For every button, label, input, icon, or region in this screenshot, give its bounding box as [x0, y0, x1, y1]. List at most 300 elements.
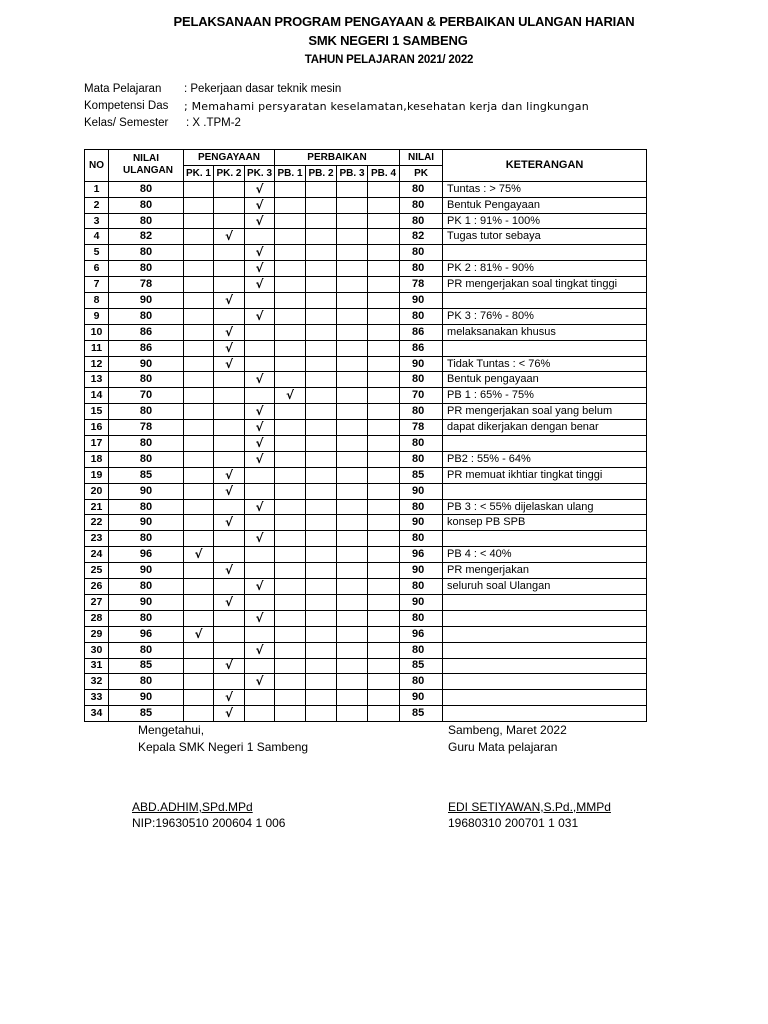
check-mark-icon: √ [214, 690, 245, 706]
row-pb1-cell [275, 261, 306, 277]
row-pb3-cell [337, 499, 368, 515]
check-mark-icon: √ [245, 420, 275, 436]
row-pb2-cell [306, 229, 337, 245]
row-pb1-cell [275, 467, 306, 483]
check-mark-icon: √ [245, 197, 275, 213]
row-nilai-ulangan: 80 [109, 261, 184, 277]
row-pk1-cell [184, 213, 214, 229]
table-row [85, 706, 647, 722]
row-number: 9 [85, 308, 109, 324]
row-number: 7 [85, 277, 109, 293]
row-pk1-cell [184, 229, 214, 245]
row-pb3-cell [337, 515, 368, 531]
row-pb3-cell [337, 356, 368, 372]
row-number: 8 [85, 293, 109, 309]
row-nilai-ulangan: 80 [109, 610, 184, 626]
row-nilai-pk: 85 [400, 467, 443, 483]
check-mark-icon: √ [245, 372, 275, 388]
row-keterangan: Tugas tutor sebaya [443, 229, 647, 245]
check-mark-icon: √ [245, 308, 275, 324]
row-pb1-cell [275, 213, 306, 229]
row-pb1-cell [275, 229, 306, 245]
row-pb4-cell [368, 594, 400, 610]
row-nilai-pk: 80 [400, 245, 443, 261]
table-row [85, 324, 647, 340]
row-pk2-cell [214, 404, 245, 420]
row-keterangan: dapat dikerjakan dengan benar [443, 420, 647, 436]
row-pb1-cell [275, 563, 306, 579]
row-number: 26 [85, 579, 109, 595]
row-number: 25 [85, 563, 109, 579]
row-keterangan [443, 610, 647, 626]
header-pb3: PB. 3 [337, 165, 368, 181]
row-nilai-pk: 80 [400, 181, 443, 197]
row-number: 14 [85, 388, 109, 404]
row-keterangan: PK 1 : 91% - 100% [443, 213, 647, 229]
row-pb3-cell [337, 420, 368, 436]
place-date: Sambeng, Maret 2022 [448, 723, 567, 737]
row-nilai-ulangan: 80 [109, 308, 184, 324]
row-pk2-cell [214, 626, 245, 642]
row-number: 3 [85, 213, 109, 229]
row-pb3-cell [337, 277, 368, 293]
row-keterangan: Tuntas : > 75% [443, 181, 647, 197]
row-number: 10 [85, 324, 109, 340]
check-mark-icon: √ [245, 642, 275, 658]
row-pk1-cell [184, 658, 214, 674]
row-pk3-cell [245, 467, 275, 483]
row-pk1-cell [184, 467, 214, 483]
row-nilai-ulangan: 80 [109, 674, 184, 690]
row-pk3-cell [245, 293, 275, 309]
check-mark-icon: √ [214, 658, 245, 674]
row-pb3-cell [337, 563, 368, 579]
check-mark-icon: √ [245, 451, 275, 467]
header-pengayaan: PENGAYAAN [184, 150, 275, 166]
row-pb1-cell [275, 293, 306, 309]
table-row [85, 610, 647, 626]
row-nilai-pk: 85 [400, 706, 443, 722]
remedial-table [84, 149, 647, 722]
row-pb1-cell [275, 277, 306, 293]
row-nilai-ulangan: 85 [109, 706, 184, 722]
check-mark-icon: √ [245, 245, 275, 261]
check-mark-icon: √ [214, 563, 245, 579]
row-pb3-cell [337, 324, 368, 340]
row-keterangan [443, 483, 647, 499]
row-pb2-cell [306, 372, 337, 388]
row-pb4-cell [368, 642, 400, 658]
row-nilai-ulangan: 80 [109, 642, 184, 658]
row-pb4-cell [368, 563, 400, 579]
check-mark-icon: √ [214, 340, 245, 356]
row-nilai-ulangan: 90 [109, 594, 184, 610]
row-number: 21 [85, 499, 109, 515]
row-pk3-cell [245, 626, 275, 642]
table-row [85, 451, 647, 467]
row-nilai-ulangan: 90 [109, 563, 184, 579]
row-nilai-pk: 78 [400, 420, 443, 436]
row-pb2-cell [306, 674, 337, 690]
row-nilai-ulangan: 80 [109, 404, 184, 420]
row-keterangan [443, 293, 647, 309]
row-pb1-cell [275, 324, 306, 340]
row-pb2-cell [306, 181, 337, 197]
table-row [85, 563, 647, 579]
row-number: 31 [85, 658, 109, 674]
row-keterangan: konsep PB SPB [443, 515, 647, 531]
row-pk3-cell [245, 340, 275, 356]
row-pb1-cell [275, 245, 306, 261]
row-pb2-cell [306, 483, 337, 499]
row-pb3-cell [337, 436, 368, 452]
row-pb3-cell [337, 308, 368, 324]
row-number: 34 [85, 706, 109, 722]
row-nilai-pk: 80 [400, 499, 443, 515]
row-nilai-pk: 80 [400, 372, 443, 388]
row-nilai-pk: 96 [400, 547, 443, 563]
row-nilai-ulangan: 90 [109, 690, 184, 706]
row-pb3-cell [337, 547, 368, 563]
row-nilai-ulangan: 90 [109, 293, 184, 309]
row-pb3-cell [337, 594, 368, 610]
row-pb2-cell [306, 658, 337, 674]
row-keterangan: PB 4 : < 40% [443, 547, 647, 563]
row-nilai-ulangan: 80 [109, 531, 184, 547]
row-keterangan [443, 436, 647, 452]
row-pk3-cell [245, 594, 275, 610]
check-mark-icon: √ [214, 324, 245, 340]
row-pb1-cell [275, 610, 306, 626]
header-pk1: PK. 1 [184, 165, 214, 181]
row-pb3-cell [337, 261, 368, 277]
row-pb2-cell [306, 197, 337, 213]
mapel-value: : Pekerjaan dasar teknik mesin [184, 83, 342, 95]
row-nilai-pk: 90 [400, 563, 443, 579]
row-pb1-cell [275, 594, 306, 610]
row-number: 24 [85, 547, 109, 563]
row-number: 29 [85, 626, 109, 642]
row-pk1-cell [184, 531, 214, 547]
row-nilai-pk: 80 [400, 213, 443, 229]
kelas-label: Kelas/ Semester [84, 117, 169, 129]
row-pb1-cell [275, 642, 306, 658]
mapel-label: Mata Pelajaran [84, 83, 162, 95]
row-pb3-cell [337, 181, 368, 197]
row-pb1-cell [275, 451, 306, 467]
row-pb2-cell [306, 579, 337, 595]
row-pb4-cell [368, 515, 400, 531]
kompetensi-value: ; Memahami persyaratan keselamatan,kesehatan kerja dan lingkungan [184, 100, 589, 113]
row-nilai-ulangan: 85 [109, 467, 184, 483]
row-pk2-cell [214, 499, 245, 515]
row-pb2-cell [306, 420, 337, 436]
row-pb4-cell [368, 483, 400, 499]
row-pb1-cell [275, 372, 306, 388]
row-pb4-cell [368, 404, 400, 420]
row-pb4-cell [368, 531, 400, 547]
row-pb2-cell [306, 245, 337, 261]
row-pb2-cell [306, 594, 337, 610]
row-pb2-cell [306, 706, 337, 722]
row-number: 32 [85, 674, 109, 690]
row-pk1-cell [184, 579, 214, 595]
row-pb4-cell [368, 547, 400, 563]
row-nilai-ulangan: 90 [109, 356, 184, 372]
table-row [85, 213, 647, 229]
row-number: 33 [85, 690, 109, 706]
row-pk2-cell [214, 213, 245, 229]
row-pb3-cell [337, 229, 368, 245]
row-pk1-cell [184, 594, 214, 610]
check-mark-icon: √ [214, 483, 245, 499]
principal-name: ABD.ADHIM,SPd.MPd [132, 800, 253, 814]
row-pk2-cell [214, 261, 245, 277]
row-keterangan: seluruh soal Ulangan [443, 579, 647, 595]
row-pb1-cell [275, 690, 306, 706]
header-pk2: PK. 2 [214, 165, 245, 181]
row-pb3-cell [337, 340, 368, 356]
row-nilai-pk: 85 [400, 658, 443, 674]
row-keterangan: PR mengerjakan [443, 563, 647, 579]
row-pk1-cell [184, 483, 214, 499]
row-number: 13 [85, 372, 109, 388]
row-pb2-cell [306, 467, 337, 483]
row-pb3-cell [337, 690, 368, 706]
row-nilai-pk: 80 [400, 531, 443, 547]
row-nilai-ulangan: 80 [109, 197, 184, 213]
row-pb4-cell [368, 293, 400, 309]
row-pb4-cell [368, 674, 400, 690]
check-mark-icon: √ [245, 261, 275, 277]
row-pb2-cell [306, 451, 337, 467]
table-row [85, 404, 647, 420]
row-pk1-cell [184, 499, 214, 515]
check-mark-icon: √ [275, 388, 306, 404]
row-pb1-cell [275, 515, 306, 531]
row-pk1-cell [184, 420, 214, 436]
check-mark-icon: √ [245, 531, 275, 547]
row-pb3-cell [337, 706, 368, 722]
row-pb2-cell [306, 388, 337, 404]
row-keterangan: PR mengerjakan soal tingkat tinggi [443, 277, 647, 293]
table-row [85, 229, 647, 245]
row-keterangan [443, 690, 647, 706]
row-keterangan: melaksanakan khusus [443, 324, 647, 340]
row-pb4-cell [368, 308, 400, 324]
row-pb4-cell [368, 706, 400, 722]
row-pk3-cell [245, 229, 275, 245]
row-keterangan: Bentuk Pengayaan [443, 197, 647, 213]
row-number: 22 [85, 515, 109, 531]
row-pb4-cell [368, 579, 400, 595]
table-row [85, 690, 647, 706]
row-nilai-ulangan: 80 [109, 451, 184, 467]
row-nilai-pk: 90 [400, 690, 443, 706]
check-mark-icon: √ [245, 213, 275, 229]
row-keterangan: PR mengerjakan soal yang belum [443, 404, 647, 420]
row-pk1-cell [184, 642, 214, 658]
row-pb4-cell [368, 388, 400, 404]
row-nilai-ulangan: 80 [109, 499, 184, 515]
row-nilai-pk: 80 [400, 404, 443, 420]
row-nilai-pk: 90 [400, 594, 443, 610]
row-pb4-cell [368, 451, 400, 467]
header-nilai: NILAI [400, 150, 443, 166]
row-pb1-cell [275, 626, 306, 642]
row-pk1-cell [184, 388, 214, 404]
row-number: 23 [85, 531, 109, 547]
row-nilai-pk: 90 [400, 356, 443, 372]
row-pb1-cell [275, 706, 306, 722]
row-pb1-cell [275, 483, 306, 499]
table-row [85, 642, 647, 658]
header-perbaikan: PERBAIKAN [275, 150, 400, 166]
table-row [85, 420, 647, 436]
row-pb3-cell [337, 372, 368, 388]
row-pk3-cell [245, 356, 275, 372]
kelas-value: : X .TPM-2 [186, 117, 241, 129]
row-pb2-cell [306, 642, 337, 658]
row-pb2-cell [306, 515, 337, 531]
row-pb3-cell [337, 658, 368, 674]
row-pk2-cell [214, 245, 245, 261]
row-pk3-cell [245, 690, 275, 706]
row-number: 18 [85, 451, 109, 467]
row-pk1-cell [184, 404, 214, 420]
check-mark-icon: √ [214, 293, 245, 309]
row-nilai-pk: 80 [400, 261, 443, 277]
row-number: 5 [85, 245, 109, 261]
table-row [85, 277, 647, 293]
row-nilai-pk: 80 [400, 308, 443, 324]
row-pb3-cell [337, 626, 368, 642]
row-pb2-cell [306, 626, 337, 642]
check-mark-icon: √ [214, 706, 245, 722]
row-nilai-pk: 80 [400, 610, 443, 626]
header-nilai-ulangan [109, 150, 184, 182]
row-pk1-cell [184, 277, 214, 293]
row-pb2-cell [306, 563, 337, 579]
row-pk1-cell [184, 436, 214, 452]
table-row [85, 658, 647, 674]
row-pb2-cell [306, 261, 337, 277]
row-nilai-ulangan: 80 [109, 372, 184, 388]
table-row [85, 483, 647, 499]
row-keterangan: PK 2 : 81% - 90% [443, 261, 647, 277]
table-row [85, 372, 647, 388]
row-pb4-cell [368, 658, 400, 674]
check-mark-icon: √ [214, 356, 245, 372]
row-keterangan: Bentuk pengayaan [443, 372, 647, 388]
row-pb1-cell [275, 181, 306, 197]
row-pb4-cell [368, 436, 400, 452]
kompetensi-label: Kompetensi Das [84, 100, 169, 112]
row-pb3-cell [337, 293, 368, 309]
row-pk3-cell [245, 324, 275, 340]
row-pk2-cell [214, 610, 245, 626]
row-pk3-cell [245, 706, 275, 722]
row-pk3-cell [245, 483, 275, 499]
row-number: 30 [85, 642, 109, 658]
row-pk2-cell [214, 388, 245, 404]
row-pb3-cell [337, 674, 368, 690]
row-pb2-cell [306, 547, 337, 563]
row-pk3-cell [245, 547, 275, 563]
row-keterangan [443, 594, 647, 610]
row-nilai-pk: 80 [400, 197, 443, 213]
check-mark-icon: √ [245, 499, 275, 515]
check-mark-icon: √ [245, 579, 275, 595]
row-pk1-cell [184, 372, 214, 388]
row-pk2-cell [214, 642, 245, 658]
row-pk1-cell [184, 610, 214, 626]
table-row [85, 626, 647, 642]
document-title: PELAKSANAAN PROGRAM PENGAYAAN & PERBAIKAN ULANGAN HARIAN [173, 14, 635, 29]
header-nilai-ulangan-text: NILAI ULANGAN [123, 153, 173, 177]
table-row [85, 261, 647, 277]
principal-nip: NIP:19630510 200604 1 006 [132, 816, 286, 830]
check-mark-icon: √ [245, 277, 275, 293]
row-pb3-cell [337, 642, 368, 658]
header-no: NO [85, 150, 109, 182]
row-pb2-cell [306, 308, 337, 324]
row-keterangan: PB 3 : < 55% dijelaskan ulang [443, 499, 647, 515]
row-keterangan [443, 626, 647, 642]
row-pb4-cell [368, 467, 400, 483]
row-pb2-cell [306, 499, 337, 515]
row-number: 19 [85, 467, 109, 483]
row-pk1-cell [184, 674, 214, 690]
row-pk2-cell [214, 308, 245, 324]
check-mark-icon: √ [245, 404, 275, 420]
row-keterangan [443, 531, 647, 547]
row-number: 27 [85, 594, 109, 610]
row-pb2-cell [306, 213, 337, 229]
table-row [85, 467, 647, 483]
row-nilai-pk: 82 [400, 229, 443, 245]
row-nilai-pk: 86 [400, 324, 443, 340]
row-number: 15 [85, 404, 109, 420]
row-nilai-pk: 80 [400, 674, 443, 690]
teacher-nip: 19680310 200701 1 031 [448, 816, 579, 830]
row-pk1-cell [184, 245, 214, 261]
row-nilai-pk: 90 [400, 483, 443, 499]
row-nilai-pk: 86 [400, 340, 443, 356]
row-pb3-cell [337, 451, 368, 467]
row-nilai-ulangan: 85 [109, 658, 184, 674]
table-row [85, 499, 647, 515]
header-keterangan: KETERANGAN [443, 150, 647, 182]
row-pk2-cell [214, 372, 245, 388]
row-pk1-cell [184, 181, 214, 197]
row-pb4-cell [368, 277, 400, 293]
row-nilai-ulangan: 80 [109, 436, 184, 452]
row-nilai-ulangan: 96 [109, 626, 184, 642]
row-number: 6 [85, 261, 109, 277]
table-row [85, 293, 647, 309]
row-pk1-cell [184, 340, 214, 356]
row-pk1-cell [184, 356, 214, 372]
row-nilai-pk: 70 [400, 388, 443, 404]
principal-title: Kepala SMK Negeri 1 Sambeng [138, 740, 309, 754]
row-pb1-cell [275, 420, 306, 436]
row-pk3-cell [245, 515, 275, 531]
row-pb1-cell [275, 404, 306, 420]
row-pb1-cell [275, 547, 306, 563]
academic-year: TAHUN PELAJARAN 2021/ 2022 [304, 54, 474, 66]
row-pb4-cell [368, 356, 400, 372]
